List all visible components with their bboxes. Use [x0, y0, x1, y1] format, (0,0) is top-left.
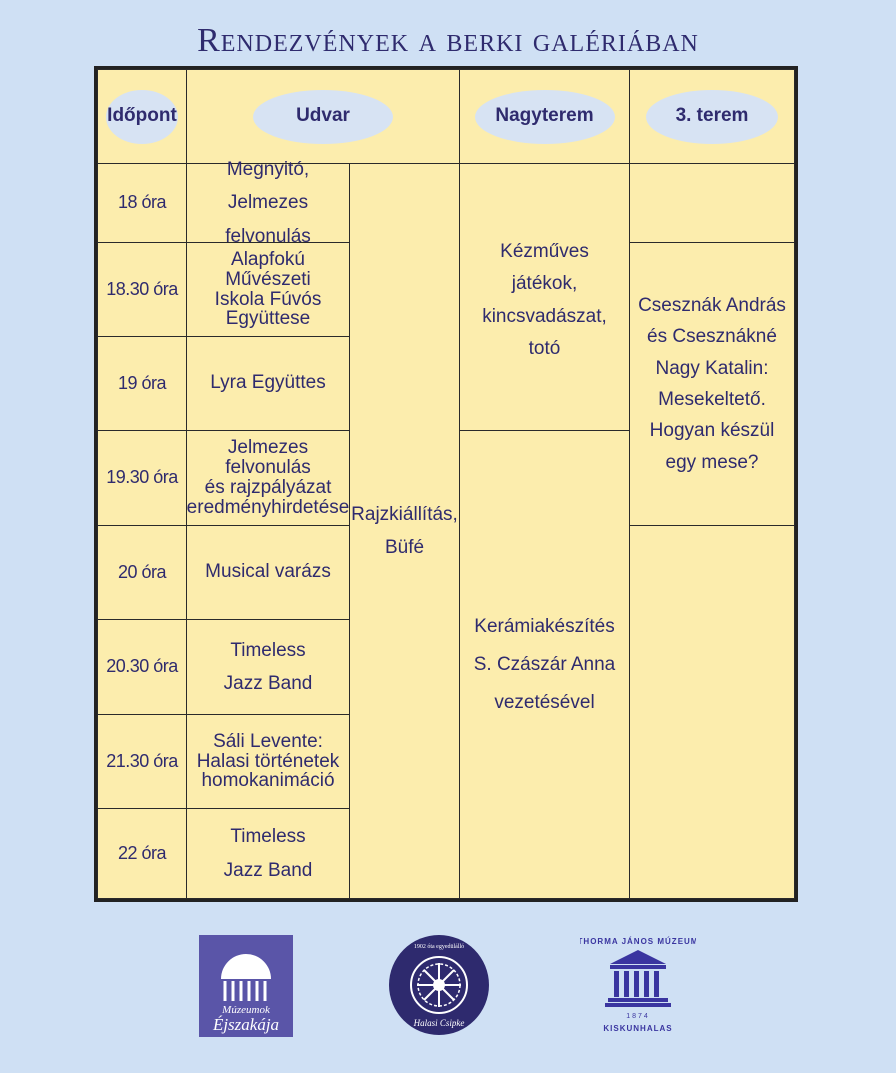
event-line: Timeless [230, 639, 306, 661]
terem3-empty-cell [629, 525, 795, 899]
thorma-name-text: THORMA JÁNOS MÚZEUM [580, 937, 696, 946]
time-cell [97, 525, 187, 620]
header-time-label: Időpont [107, 105, 177, 127]
event-line: Együttese [225, 308, 311, 330]
time-cell [97, 619, 187, 715]
museum-night-line-1: Múzeumok [222, 1004, 270, 1016]
museum-night-logo-icon [199, 935, 293, 1037]
side-line: Büfé [384, 537, 425, 558]
header-nagyterem [459, 69, 630, 164]
udvar-event-cell [186, 430, 350, 526]
event-line: és rajzpályázat [204, 477, 332, 498]
header-terem3-label: 3. terem [675, 105, 749, 127]
event-line: Iskola Fúvós [214, 288, 322, 310]
time-label: 21.30 óra [106, 750, 178, 771]
event-line: Jazz Band [223, 859, 313, 881]
header-udvar [186, 69, 460, 164]
halasi-lace-logo [387, 933, 491, 1037]
museum-building-icon [580, 932, 696, 1040]
udvar-event-cell [186, 808, 350, 899]
udvar-event-cell [186, 525, 350, 620]
event-line: Jazz Band [223, 673, 313, 694]
header-udvar-label: Udvar [296, 105, 350, 127]
side-line: Rajzkiállítás, [351, 503, 458, 525]
event-line: Alapfokú [231, 248, 305, 270]
event-line: eredményhirdetése [186, 496, 350, 518]
header-nagyterem-label: Nagyterem [495, 105, 594, 127]
time-label: 19.30 óra [106, 467, 178, 488]
header-udvar-oval [253, 90, 393, 144]
time-cell [97, 714, 187, 809]
time-label: 22 óra [117, 842, 167, 863]
terem3-line: egy mese? [665, 451, 759, 473]
nagyterem-line: játékok, [511, 273, 578, 295]
header-time-oval [106, 90, 178, 144]
header-terem3-oval [646, 90, 778, 144]
event-line: Megnyitó, [226, 159, 310, 181]
terem3-empty-cell [629, 163, 795, 243]
event-line: Jelmezes felvonulás [225, 437, 311, 479]
nagyterem-line: vezetésével [494, 691, 595, 713]
event-line: Halasi történetek [196, 750, 340, 772]
udvar-event-cell [186, 714, 350, 809]
header-terem3 [629, 69, 795, 164]
time-cell [97, 242, 187, 337]
logo-strip [0, 930, 896, 1040]
event-line: Timeless [230, 826, 306, 848]
terem3-cell [629, 242, 795, 526]
page-title: Rendezvények a berki galériában [197, 22, 699, 59]
event-line: Művészeti [225, 268, 311, 290]
terem3-line: Hogyan készül [649, 420, 775, 442]
udvar-side-cell [349, 163, 460, 899]
terem3-line: Nagy Katalin: [655, 357, 769, 379]
nagyterem-line: kincsvadászat, [482, 305, 607, 327]
schedule-table [94, 66, 798, 902]
event-line: Musical varázs [205, 561, 331, 583]
header-nagyterem-oval [475, 90, 615, 144]
time-label: 20 óra [117, 561, 167, 582]
time-cell [97, 430, 187, 526]
museum-night-logo [199, 935, 293, 1037]
nagyterem-line: totó [528, 337, 561, 359]
time-label: 18 óra [117, 192, 167, 213]
lace-emblem-icon [387, 933, 491, 1037]
time-cell [97, 808, 187, 899]
nagyterem-cell-1 [459, 163, 630, 431]
museum-night-line-2: Éjszakája [212, 1015, 280, 1034]
lace-bottom-text: Halasi Csipke [413, 1018, 465, 1028]
udvar-event-cell [186, 619, 350, 715]
thorma-year-text: 1874 [626, 1013, 650, 1020]
terem3-line: Csesznák András [638, 294, 786, 316]
terem3-line: Mesekeltető. [658, 389, 766, 410]
event-line: homokanimáció [201, 770, 335, 792]
event-line: Lyra Együttes [210, 372, 326, 394]
time-label: 19 óra [117, 372, 167, 393]
udvar-event-cell [186, 336, 350, 431]
header-time [97, 69, 187, 164]
thorma-city-text: KISKUNHALAS [603, 1024, 673, 1033]
nagyterem-line: Kézműves [500, 241, 589, 262]
event-line: Sáli Levente: [213, 730, 323, 752]
nagyterem-line: S. Czászár Anna [473, 653, 616, 675]
nagyterem-cell-2 [459, 430, 630, 899]
lace-top-text: 1902 óta egyedülálló [413, 944, 465, 950]
time-label: 18.30 óra [106, 278, 178, 299]
time-cell [97, 336, 187, 431]
terem3-line: és Csesznákné [647, 326, 777, 348]
nagyterem-line: Kerámiakészítés [474, 615, 615, 637]
event-line: Jelmezes felvonulás [225, 192, 311, 247]
thorma-museum-logo [580, 932, 696, 1040]
udvar-event-cell [186, 242, 350, 337]
time-cell [97, 163, 187, 243]
time-label: 20.30 óra [106, 656, 178, 677]
udvar-event-cell [186, 159, 350, 247]
